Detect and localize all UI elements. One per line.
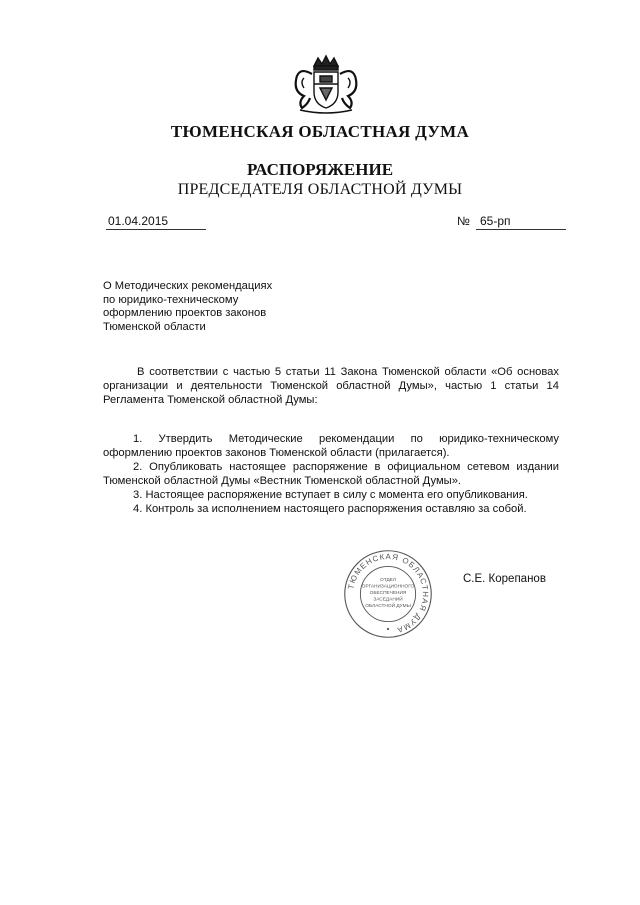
svg-text:ОТДЕЛ: ОТДЕЛ	[380, 578, 396, 584]
number-label: №	[457, 214, 470, 228]
svg-text:ЗАСЕДАНИЙ: ЗАСЕДАНИЙ	[373, 597, 403, 603]
subject-line: Тюменской области	[103, 320, 206, 333]
order-item-1: 1. Утвердить Методические рекомендации по юридико-техническому оформлению проектов законов Тюменской области (прилагается).	[103, 433, 559, 459]
document-subject	[103, 280, 343, 334]
coat-of-arms-icon	[286, 52, 366, 116]
document-number: 65-рп	[476, 214, 566, 230]
subject-line: по юридико-техническому	[103, 293, 239, 306]
order-item-3: 3. Настоящее распоряжение вступает в силу с момента его опубликования.	[133, 489, 528, 501]
document-date: 01.04.2015	[106, 214, 206, 230]
signer-name: С.Е. Корепанов	[463, 573, 546, 585]
organization-title: ТЮМЕНСКАЯ ОБЛАСТНАЯ ДУМА	[170, 122, 470, 141]
preamble-paragraph: В соответствии с частью 5 статьи 11 Закона Тюменской области «Об основах организации и деятельности Тюменской областной Думы», частью 1 статьи 14 Регламента Тюменской областной Думы:	[103, 366, 559, 406]
svg-text:ОБЛАСТНОЙ ДУМЫ: ОБЛАСТНОЙ ДУМЫ	[365, 603, 411, 609]
order-item-4: 4. Контроль за исполнением настоящего распоряжения оставляю за собой.	[133, 503, 527, 515]
order-item-2: 2. Опубликовать настоящее распоряжение в официальном сетевом издании Тюменской областной Думы «Вестник Тюменской областной Думы».	[103, 461, 559, 487]
subject-line: О Методических рекомендациях	[103, 280, 273, 292]
document-subtitle: ПРЕДСЕДАТЕЛЯ ОБЛАСТНОЙ ДУМЫ	[177, 181, 463, 198]
subject-line: оформлению проектов законов	[103, 307, 267, 319]
svg-text:ТЮМЕНСКАЯ ОБЛАСТНАЯ ДУМА: ТЮМЕНСКАЯ ОБЛАСТНАЯ ДУМА	[346, 551, 431, 635]
official-stamp	[342, 548, 434, 640]
svg-text:ОРГАНИЗАЦИОННОГО: ОРГАНИЗАЦИОННОГО	[361, 584, 415, 590]
svg-text:ОБЕСПЕЧЕНИЯ: ОБЕСПЕЧЕНИЯ	[369, 591, 407, 596]
document-type: РАСПОРЯЖЕНИЕ	[246, 160, 394, 179]
